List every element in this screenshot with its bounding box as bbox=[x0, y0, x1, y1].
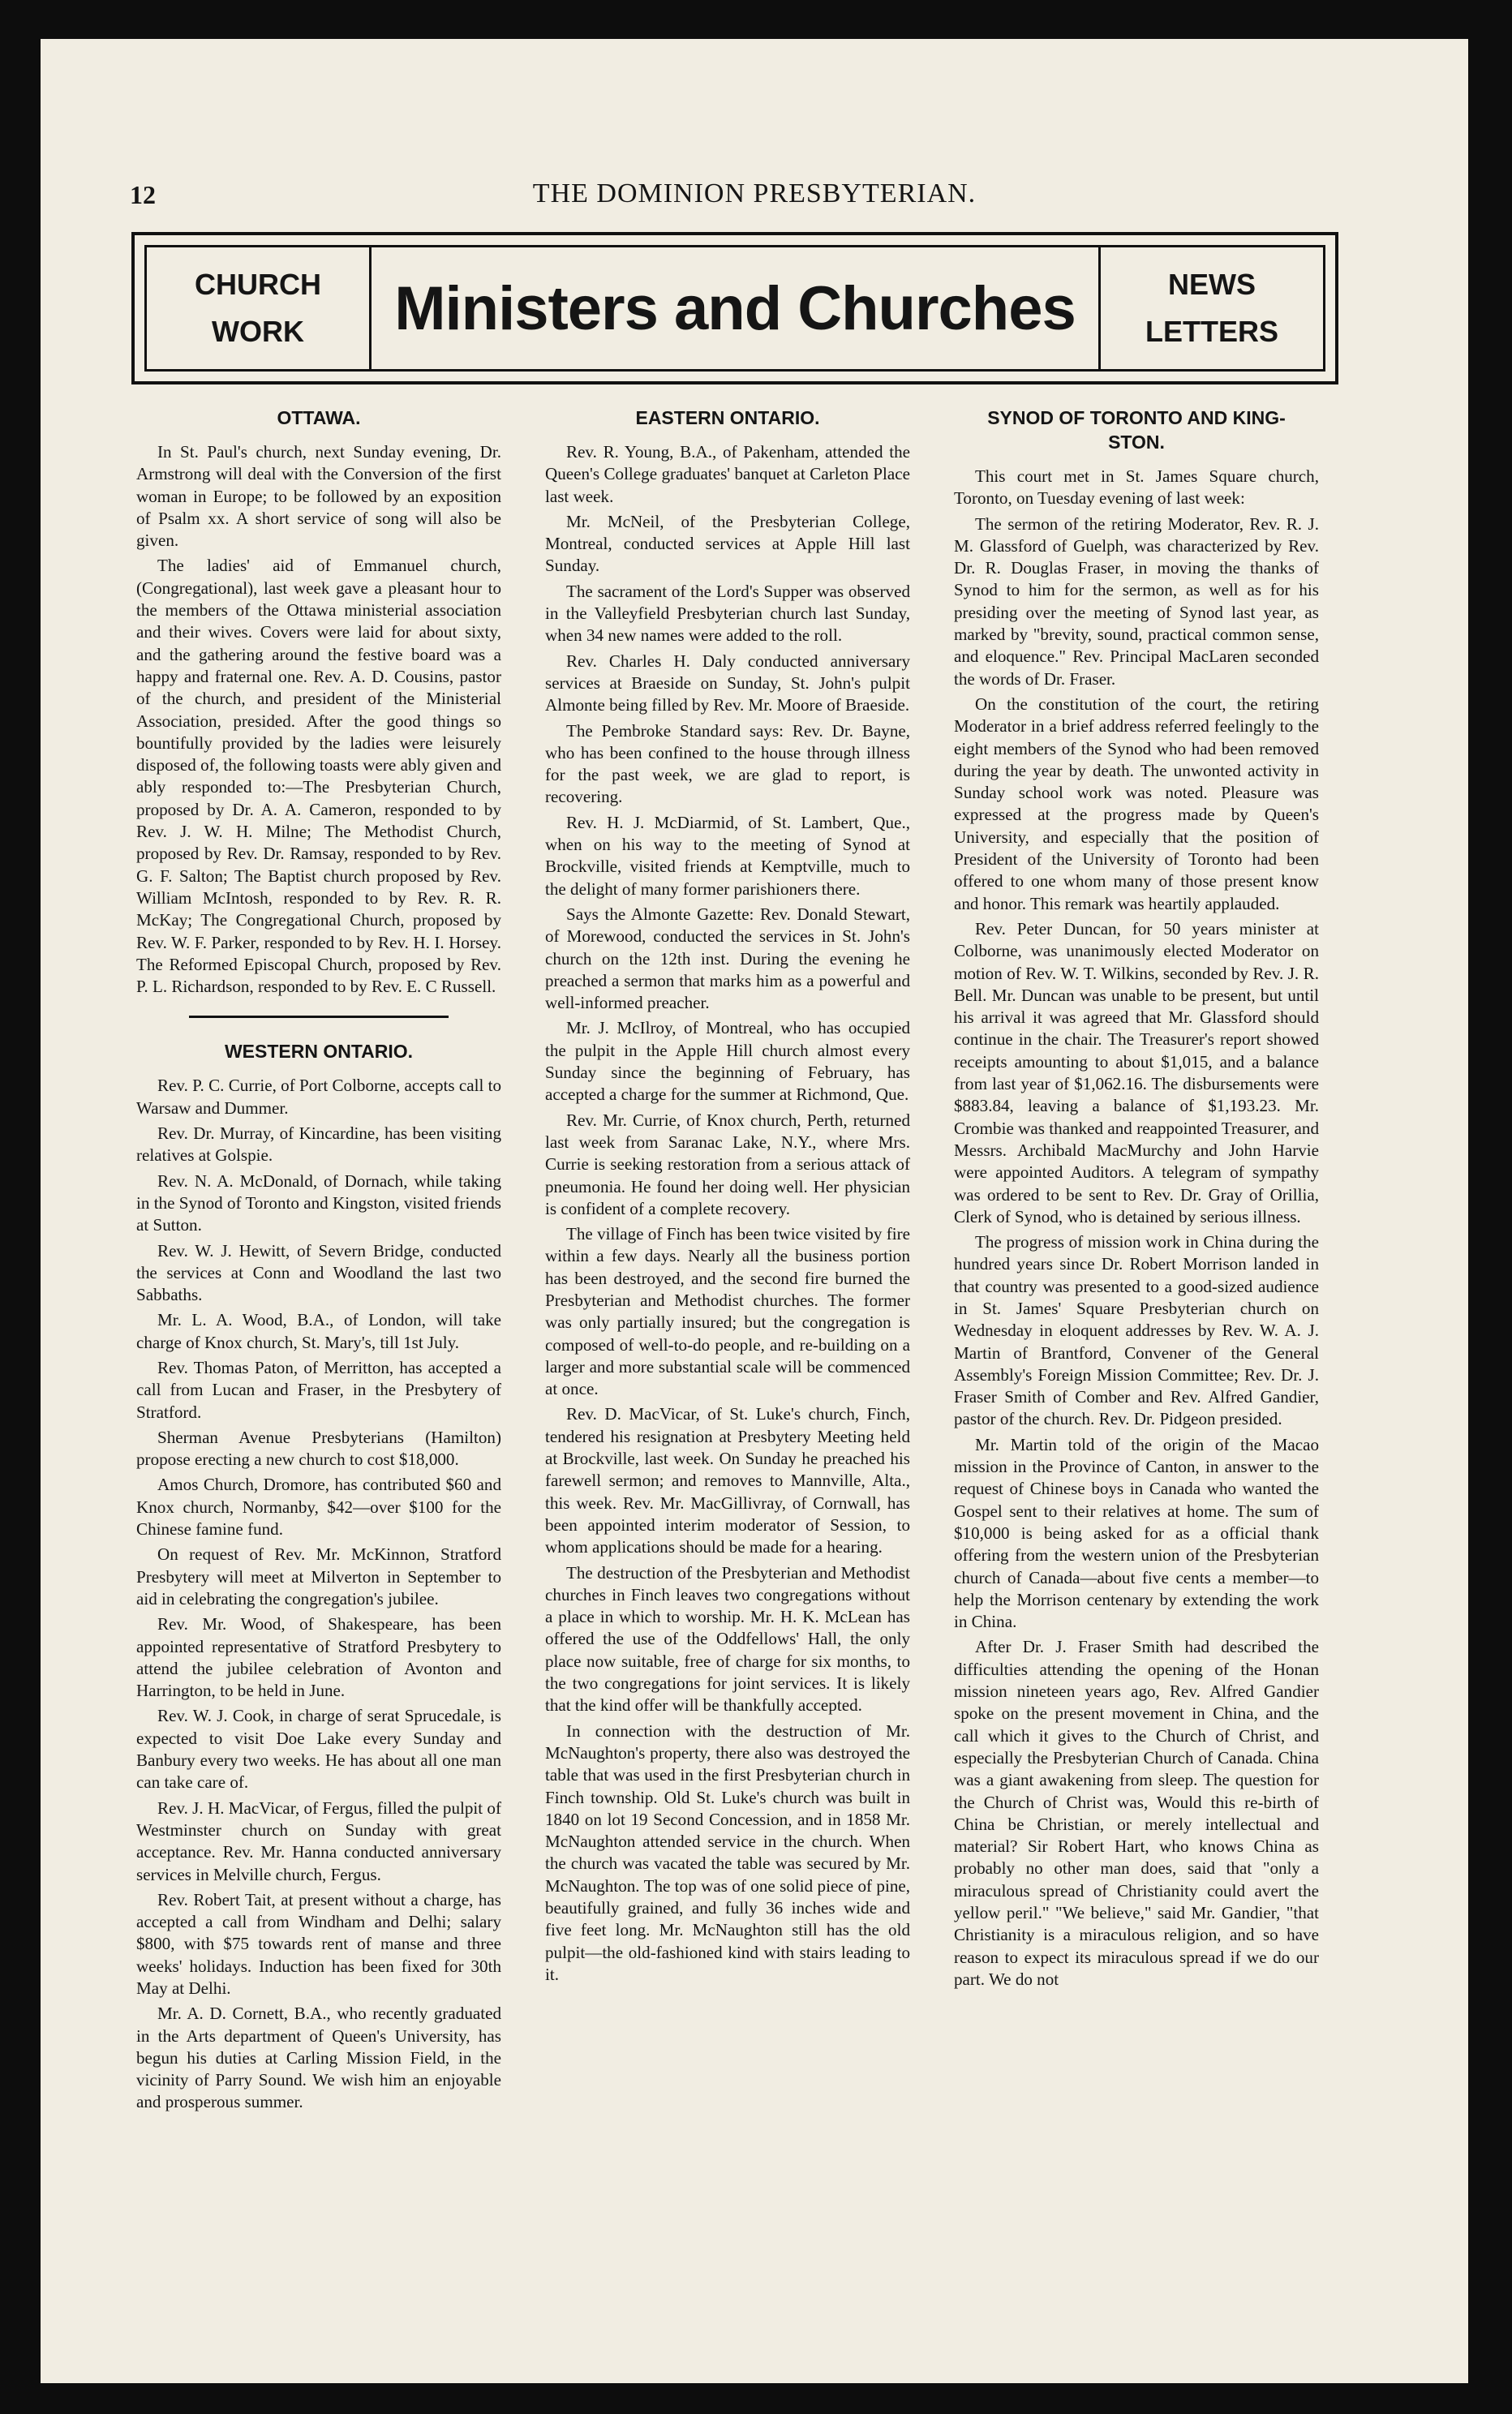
paragraph: Rev. R. Young, B.A., of Pakenham, attended the Queen's College graduates' banquet at Carleton Place last week. bbox=[545, 442, 910, 506]
paragraph: The progress of mission work in China during the hundred years since Dr. Robert Morrison landed in that country was presented to a good-sized audience in St. James' Square Presbyterian church on Wednesday in eloquent addresses by Rev. W. A. J. Martin of Brantford, Convener of the General Assembly's Foreign Mission Committee; Rev. Dr. J. Fraser Smith of Comber and Rev. Alfred Gandier, pastor of the church. Rev. Dr. Pidgeon presided. bbox=[954, 1232, 1319, 1429]
paragraph: Rev. D. MacVicar, of St. Luke's church, Finch, tendered his resignation at Presbytery Meeting held at Brockville, last week. On Sunday he preached his farewell sermon; and removes to Mannville, Alta., this week. Rev. Mr. MacGillivray, of Cornwall, has been appointed interim moderator of Session, to whom applications should be made for a hearing. bbox=[545, 1404, 910, 1557]
paragraph: Mr. McNeil, of the Presbyterian College, Montreal, conducted services at Apple Hill last Sunday. bbox=[545, 511, 910, 576]
paragraph: After Dr. J. Fraser Smith had described the difficulties attending the opening of the Honan mission nineteen years ago, Rev. Alfred Gandier spoke on the present movement in China, and the call which it gives to the Church of Christ, and especially the Presbyterian Church of Canada. China was a giant awakening from sleep. The question for the Church of Christ was, Would this re-birth of China be Christian, or merely intellectual and material? Sir Robert Hart, who knows China as probably no other man does, said that "only a miraculous spread of Christianity could avert the yellow peril." "We believe," said Mr. Gandier, "that Christianity is a miraculous religion, and so have reason to expect its miraculous spread if we do our part. We do not bbox=[954, 1637, 1319, 1989]
paragraph: Mr. A. D. Cornett, B.A., who recently graduated in the Arts department of Queen's University, has begun his duties at Carling Mission Field, in the vicinity of Parry Sound. We wish him an enjoyable and prosperous summer. bbox=[136, 2004, 501, 2112]
paragraph: In connection with the destruction of Mr. McNaughton's property, there also was destroyed the table that was used in the first Presbyterian church in Finch township. Old St. Luke's church was built in 1840 on lot 19 Second Concession, and in 1858 Mr. McNaughton attended service in the church. When the church was vacated the table was secured by Mr. McNaughton. The top was of one solid piece of pine, beautifully grained, and fully 36 inches wide and five feet long. Mr. McNaughton still has the old pulpit—the old-fashioned kind with stairs leading to it. bbox=[545, 1720, 910, 1984]
paragraph: Mr. J. McIlroy, of Montreal, who has occupied the pulpit in the Apple Hill church almost every Sunday since the beginning of February, has accepted a charge for the summer at Richmond, Que. bbox=[545, 1018, 910, 1105]
paragraph: The sermon of the retiring Moderator, Rev. R. J. M. Glassford of Guelph, was characterized by Rev. Dr. R. Douglas Fraser, in moving the thanks of Synod to him for the sermon, as well as for his presiding over the meeting of Synod last year, as marked by "brevity, sound, practical common sense, and eloquence." Rev. Principal MacLaren seconded the words of Dr. Fraser. bbox=[954, 513, 1319, 689]
paragraph: The destruction of the Presbyterian and Methodist churches in Finch leaves two congregations without a place in which to worship. Mr. H. K. McLean has offered the use of the Oddfellows' Hall, the only place now suitable, free of charge for six months, to the two congregations for joint services. It is likely that the kind offer will be thankfully accepted. bbox=[545, 1562, 910, 1716]
paragraph: Rev. P. C. Currie, of Port Colborne, accepts call to Warsaw and Dummer. bbox=[136, 1076, 501, 1118]
column-1 bbox=[136, 406, 501, 2114]
section-banner bbox=[131, 232, 1338, 384]
banner-right-box bbox=[1098, 245, 1325, 372]
column-2 bbox=[545, 406, 910, 2114]
banner-right-line2: LETTERS bbox=[1145, 315, 1278, 348]
paragraph: The Pembroke Standard says: Rev. Dr. Bayne, who has been confined to the house through illness for the past week, we are glad to report, is recovering. bbox=[545, 720, 910, 807]
section-heading-ottawa: OTTAWA. bbox=[277, 407, 361, 428]
paragraph: Rev. Robert Tait, at present without a charge, has accepted a call from Windham and Delhi; salary $800, with $75 towards rent of manse and three weeks' holidays. Induction has been fixed for 30th May at Delhi. bbox=[136, 1889, 501, 1998]
section-heading-synod bbox=[954, 406, 1319, 454]
paragraph: Rev. N. A. McDonald, of Dornach, while taking in the Synod of Toronto and Kingston, visited friends at Sutton. bbox=[136, 1170, 501, 1235]
paragraph: On request of Rev. Mr. McKinnon, Stratford Presbytery will meet at Milverton in September to aid in celebrating the congregation's jubilee. bbox=[136, 1544, 501, 1609]
page-number: 12 bbox=[130, 180, 156, 209]
banner-right-line1: NEWS bbox=[1168, 268, 1256, 301]
paragraph: Mr. Martin told of the origin of the Macao mission in the Province of Canton, in answer to the request of Chinese boys in Canada who wanted the Gospel sent to their relatives at home. The sum of $10,000 is being asked for as a official thank offering from the western union of the Presbyterian church of Canada—about five cents a member—to help the Morrison centenary by extending the work in China. bbox=[954, 1434, 1319, 1632]
paragraph: Rev. Dr. Murray, of Kincardine, has been visiting relatives at Golspie. bbox=[136, 1123, 501, 1166]
paragraph: On the constitution of the court, the retiring Moderator in a brief address referred feelingly to the eight members of the Synod who had been removed during the year by death. The unwonted activity in Sunday school work was noted. Pleasure was expressed at the progress made by Queen's University, and especially that the position of President of the University of Toronto had been offered to one whom many of those present know and honor. This remark was heartily applauded. bbox=[954, 694, 1319, 913]
column-3 bbox=[954, 406, 1319, 2114]
section-divider bbox=[189, 1016, 449, 1018]
paragraph: Rev. J. H. MacVicar, of Fergus, filled the pulpit of Westminster church on Sunday with great acceptance. Rev. Mr. Hanna conducted anniversary services in Melville church, Fergus. bbox=[136, 1798, 501, 1884]
article-columns bbox=[136, 406, 1337, 2114]
paragraph: In St. Paul's church, next Sunday evening, Dr. Armstrong will deal with the Conversion of the first woman in Europe; to be followed by an exposition of Psalm xx. A short service of song will also be given. bbox=[136, 442, 501, 551]
running-title: THE DOMINION PRESBYTERIAN. bbox=[532, 178, 977, 208]
paragraph: Says the Almonte Gazette: Rev. Donald Stewart, of Morewood, conducted the services in St. John's church on the 12th inst. During the evening he preached a sermon that marks him as a powerful and well-informed preacher. bbox=[545, 904, 910, 1013]
paragraph: Rev. H. J. McDiarmid, of St. Lambert, Que., when on his way to the meeting of Synod at Brockville, visited friends at Kemptville, much to the delight of many former parishioners there. bbox=[545, 812, 910, 899]
paragraph: Rev. Charles H. Daly conducted anniversary services at Braeside on Sunday, St. John's pulpit Almonte being filled by Rev. Mr. Moore of Braeside. bbox=[545, 651, 910, 715]
paragraph: Rev. Thomas Paton, of Merritton, has accepted a call from Lucan and Fraser, in the Presbytery of Stratford. bbox=[136, 1357, 501, 1422]
section-heading-eastern-ontario: EASTERN ONTARIO. bbox=[635, 407, 820, 428]
synod-heading-line1: SYNOD OF TORONTO AND KING- bbox=[987, 407, 1286, 428]
banner-left-box bbox=[144, 245, 372, 372]
paragraph: The sacrament of the Lord's Supper was observed in the Valleyfield Presbyterian church last Sunday, when 34 new names were added to the roll. bbox=[545, 581, 910, 646]
banner-title: Ministers and Churches bbox=[372, 245, 1098, 372]
banner-left-line2: WORK bbox=[212, 315, 304, 348]
paragraph: Mr. L. A. Wood, B.A., of London, will take charge of Knox church, St. Mary's, till 1st July. bbox=[136, 1310, 501, 1352]
paragraph: Sherman Avenue Presbyterians (Hamilton) propose erecting a new church to cost $18,000. bbox=[136, 1427, 501, 1470]
paragraph: The ladies' aid of Emmanuel church, (Congregational), last week gave a pleasant hour to the members of the Ottawa ministerial association and their wives. Covers were laid for about sixty, and the gathering around the festive board was a happy and fraternal one. Rev. A. D. Cousins, pastor of the church, and president of the Ministerial Association, presided. After the good things so bountifully provided by the ladies were leisurely disposed of, the following toasts were ably given and ably responded to:—The Presbyterian Church, proposed by Dr. A. A. Cameron, responded to by Rev. J. W. H. Milne; The Methodist Church, proposed by Rev. Dr. Ramsay, responded to by Rev. G. F. Salton; The Baptist church proposed by Rev. William McIntosh, responded to by Rev. R. R. McKay; The Congregational Church, proposed by Rev. W. F. Parker, responded to by Rev. H. I. Horsey. The Reformed Episcopal Church, proposed by Rev. P. L. Richardson, responded to by Rev. E. C Russell. bbox=[136, 556, 501, 997]
section-heading-western-ontario: WESTERN ONTARIO. bbox=[224, 1041, 414, 1063]
paragraph: This court met in St. James Square church, Toronto, on Tuesday evening of last week: bbox=[954, 466, 1319, 509]
paragraph: Rev. W. J. Hewitt, of Severn Bridge, conducted the services at Conn and Woodland the last two Sabbaths. bbox=[136, 1240, 501, 1305]
paragraph: Rev. Peter Duncan, for 50 years minister at Colborne, was unanimously elected Moderator on motion of Rev. W. T. Wilkins, seconded by Rev. J. R. Bell. Mr. Duncan was unable to be present, but until his arrival it was agreed that Mr. Glassford should continue in the chair. The Treasurer's report showed receipts amounting to about $1,015, and a balance from last year of $1,062.16. The disbursements were $883.84, leaving a balance of $1,193.23. Mr. Crombie was thanked and reappointed Treasurer, and Messrs. Archibald MacMurchy and John Harvie were appointed Auditors. A telegram of sympathy was ordered to be sent to Rev. Dr. Gray of Orillia, Clerk of Synod, who is detained by serious illness. bbox=[954, 918, 1319, 1226]
paragraph: Rev. Mr. Currie, of Knox church, Perth, returned last week from Saranac Lake, N.Y., where Mrs. Currie is seeking restoration from a serious attack of pneumonia. He found her doing well. Her physician is confident of a complete recovery. bbox=[545, 1110, 910, 1218]
paragraph: Rev. Mr. Wood, of Shakespeare, has been appointed representative of Stratford Presbytery to attend the jubilee celebration of Avonton and Harrington, to be held in June. bbox=[136, 1614, 501, 1701]
paragraph: Amos Church, Dromore, has contributed $60 and Knox church, Normanby, $42—over $100 for the Chinese famine fund. bbox=[136, 1475, 501, 1540]
paragraph: Rev. W. J. Cook, in charge of serat Sprucedale, is expected to visit Doe Lake every Sunday and Banbury every two weeks. He has about all one man can take care of. bbox=[136, 1706, 501, 1793]
newspaper-page bbox=[41, 39, 1468, 2383]
banner-left-line1: CHURCH bbox=[195, 268, 321, 301]
synod-heading-line2: STON. bbox=[1108, 432, 1165, 453]
paragraph: The village of Finch has been twice visited by fire within a few days. Nearly all the business portion has been destroyed, and the second fire burned the Presbyterian and Methodist churches. The former was only partially insured; but the congregation is composed of well-to-do people, and re-building on a larger and more substantial scale will be commenced at once. bbox=[545, 1224, 910, 1399]
